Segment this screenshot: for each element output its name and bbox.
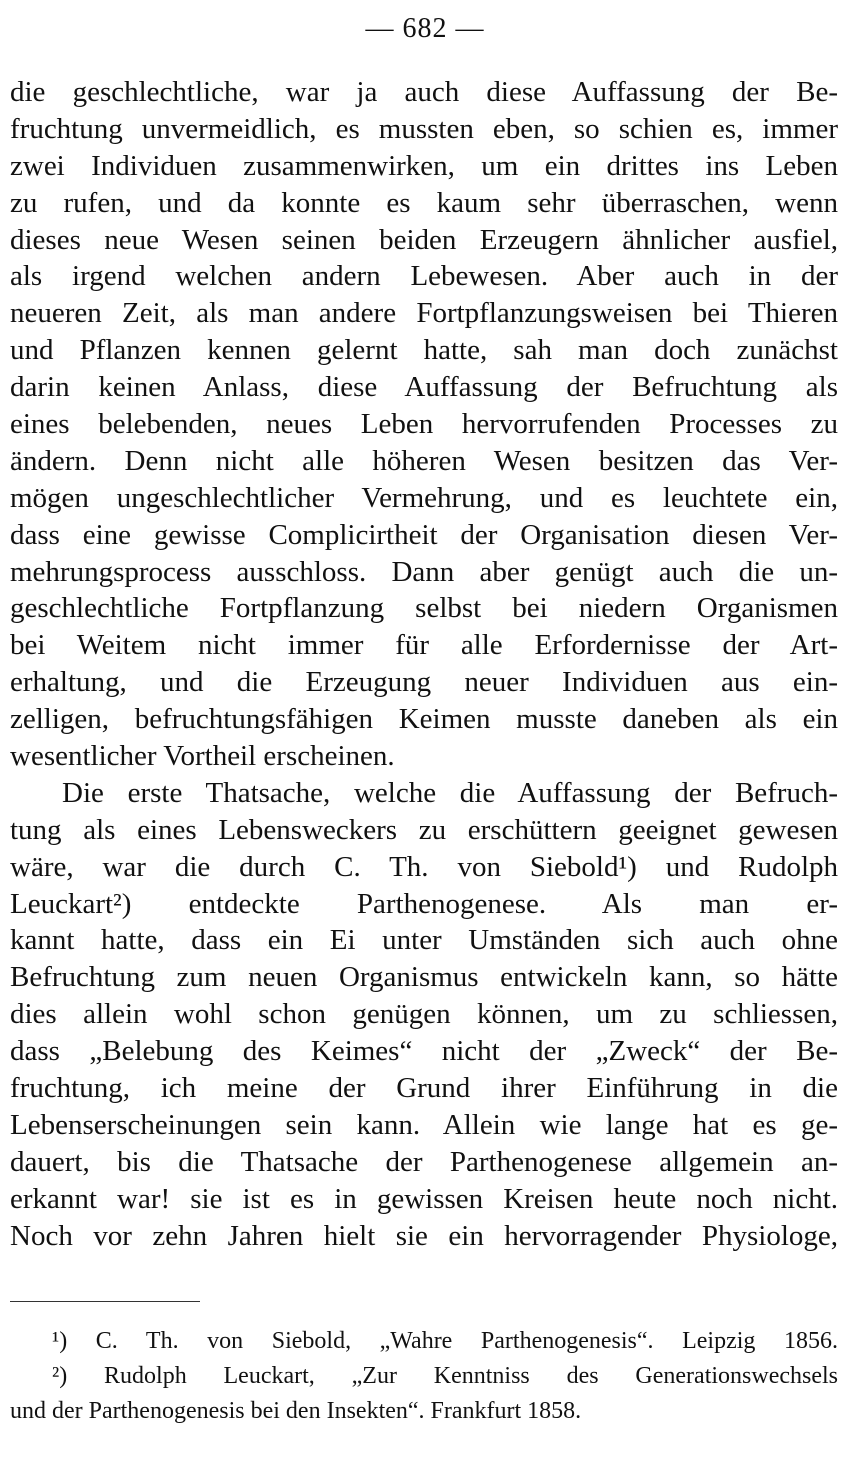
- text-line: Noch vor zehn Jahren hielt sie ein hervorragender Physiologe,: [10, 1219, 838, 1252]
- text-line: Leuckart²) entdeckte Parthenogenese. Als man er-: [10, 887, 838, 920]
- text-line: als irgend welchen andern Lebewesen. Aber auch in der: [10, 260, 838, 293]
- text-line: dauert, bis die Thatsache der Parthenogenese allgemein an-: [10, 1145, 838, 1178]
- text-line: und Pflanzen kennen gelernt hatte, sah man doch zunächst: [10, 334, 838, 367]
- text-line: mehrungsprocess ausschloss. Dann aber genügt auch die un-: [10, 555, 838, 588]
- text-line: kannt hatte, dass ein Ei unter Umständen sich auch ohne: [10, 924, 838, 957]
- text-line: fruchtung unvermeidlich, es mussten eben, so schien es, immer: [10, 112, 838, 145]
- text-line: ändern. Denn nicht alle höheren Wesen besitzen das Ver-: [10, 444, 838, 477]
- text-line: zelligen, befruchtungsfähigen Keimen musste daneben als ein: [10, 703, 838, 736]
- text-line: darin keinen Anlass, diese Auffassung der Befruchtung als: [10, 371, 838, 404]
- text-line: erhaltung, und die Erzeugung neuer Individuen aus ein-: [10, 666, 838, 699]
- text-line: wäre, war die durch C. Th. von Siebold¹) und Rudolph: [10, 850, 838, 883]
- text-line: wesentlicher Vortheil erscheinen.: [10, 740, 395, 773]
- text-line: geschlechtliche Fortpflanzung selbst bei niedern Organismen: [10, 592, 838, 625]
- footnote-line: ¹) C. Th. von Siebold, „Wahre Parthenogenesis“. Leipzig 1856.: [52, 1328, 838, 1354]
- footnotes: [10, 1324, 838, 1429]
- footnote-line: ²) Rudolph Leuckart, „Zur Kenntniss des Generationswechsels: [52, 1363, 838, 1389]
- text-line: bei Weitem nicht immer für alle Erfordernisse der Art-: [10, 629, 838, 662]
- text-line: Die erste Thatsache, welche die Auffassung der Befruch-: [62, 776, 838, 809]
- text-line: fruchtung, ich meine der Grund ihrer Einführung in die: [10, 1072, 838, 1105]
- text-line: Befruchtung zum neuen Organismus entwickeln kann, so hätte: [10, 961, 838, 994]
- text-line: tung als eines Lebensweckers zu erschüttern geeignet gewesen: [10, 813, 838, 846]
- footnote-line: und der Parthenogenesis bei den Insekten“. Frankfurt 1858.: [10, 1398, 582, 1424]
- text-line: die geschlechtliche, war ja auch diese Auffassung der Be-: [10, 76, 838, 108]
- text-line: dass eine gewisse Complicirtheit der Organisation diesen Ver-: [10, 518, 838, 551]
- text-line: eines belebenden, neues Leben hervorrufenden Processes zu: [10, 408, 838, 441]
- text-line: Lebenserscheinungen sein kann. Allein wie lange hat es ge-: [10, 1108, 838, 1141]
- text-line: erkannt war! sie ist es in gewissen Kreisen heute noch nicht.: [10, 1182, 838, 1215]
- footnote-divider: [10, 1301, 200, 1302]
- text-line: dies allein wohl schon genügen können, um zu schliessen,: [10, 998, 838, 1031]
- page-number: — 682 —: [365, 13, 485, 44]
- text-line: zwei Individuen zusammenwirken, um ein drittes ins Leben: [10, 149, 838, 182]
- text-line: dieses neue Wesen seinen beiden Erzeugern ähnlicher ausfiel,: [10, 223, 838, 256]
- body-text: [10, 74, 838, 1255]
- text-line: mögen ungeschlechtlicher Vermehrung, und es leuchtete ein,: [10, 481, 838, 514]
- text-line: neueren Zeit, als man andere Fortpflanzungsweisen bei Thieren: [10, 297, 838, 330]
- text-line: dass „Belebung des Keimes“ nicht der „Zweck“ der Be-: [10, 1035, 838, 1068]
- text-line: zu rufen, und da konnte es kaum sehr überraschen, wenn: [10, 186, 838, 219]
